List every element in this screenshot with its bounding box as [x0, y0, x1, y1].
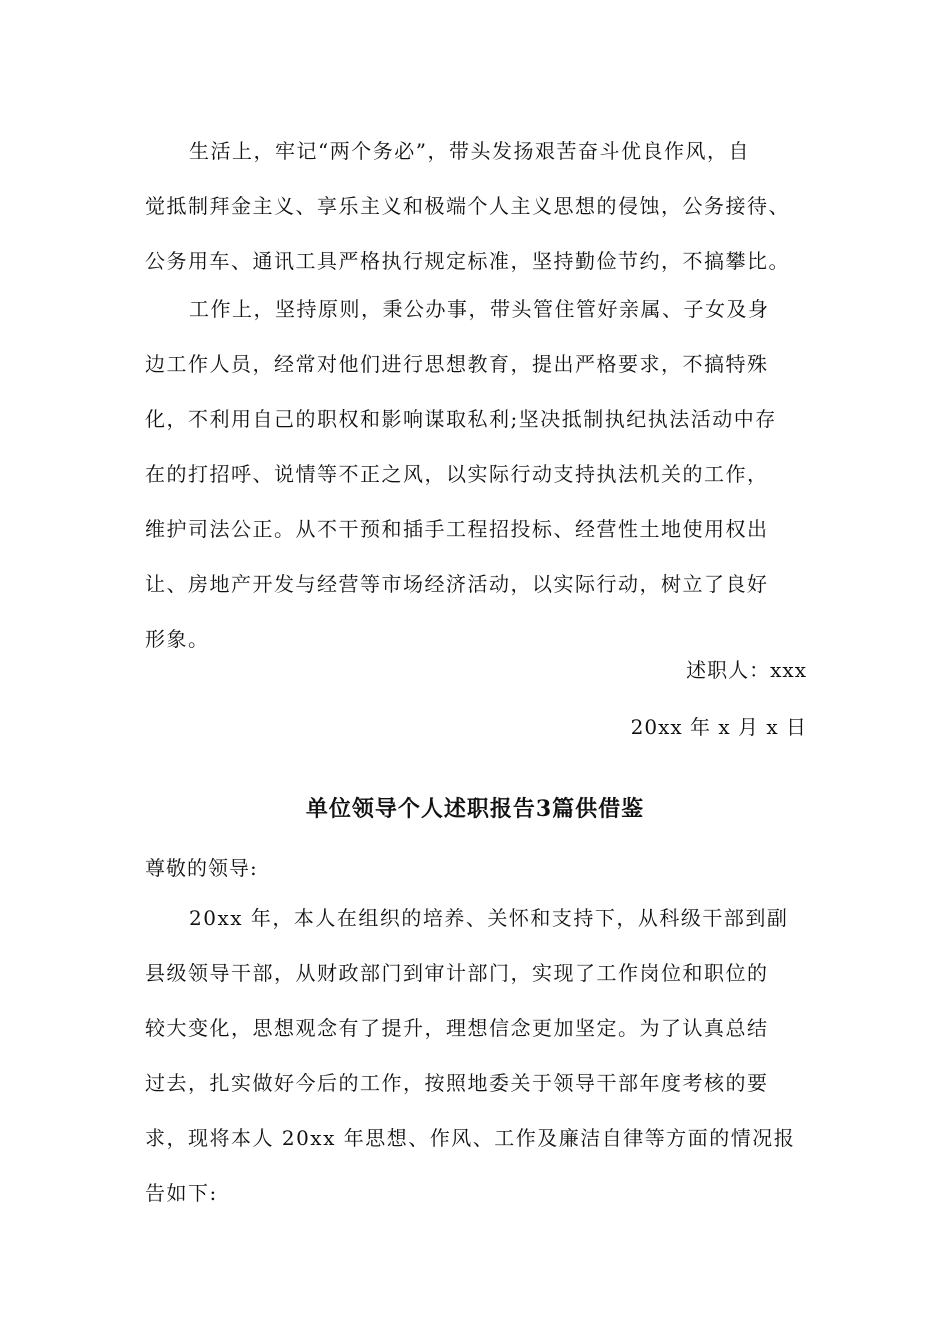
paragraph-line: 维护司法公正。从不干预和插手工程招投标、经营性土地使用权出 — [145, 517, 769, 541]
salutation: 尊敬的领导: — [145, 856, 258, 880]
paragraph-line: 县级领导干部，从财政部门到审计部门，实现了工作岗位和职位的 — [145, 961, 769, 985]
paragraph-line: 生活上，牢记“两个务必”，带头发扬艰苦奋斗优良作风，自 — [189, 139, 750, 163]
paragraph-line: 求，现将本人 20xx 年思想、作风、工作及廉洁自律等方面的情况报 — [145, 1126, 796, 1150]
section-title: 单位领导个人述职报告3篇供借鉴 — [305, 796, 645, 822]
paragraph-life — [145, 124, 810, 289]
paragraph-line: 形象。 — [145, 627, 210, 651]
paragraph-line: 边工作人员，经常对他们进行思想教育，提出严格要求，不搞特殊 — [145, 352, 769, 376]
signature-name: 述职人：xxx — [686, 658, 807, 682]
paragraph-line: 过去，扎实做好今后的工作，按照地委关于领导干部年度考核的要 — [145, 1071, 769, 1095]
paragraph-line: 化，不利用自己的职权和影响谋取私利;坚决抵制执纪执法活动中存 — [145, 407, 777, 431]
paragraph-line: 工作上，坚持原则，秉公办事，带头管住管好亲属、子女及身 — [189, 297, 770, 321]
paragraph-line: 觉抵制拜金主义、享乐主义和极端个人主义思想的侵蚀，公务接待、 — [145, 194, 790, 218]
signature-date: 20xx 年 x 月 x 日 — [630, 715, 807, 739]
paragraph-line: 公务用车、通讯工具严格执行规定标准，坚持勤俭节约，不搞攀比。 — [145, 249, 790, 273]
paragraph-line: 较大变化，思想观念有了提升，理想信念更加坚定。为了认真总结 — [145, 1016, 769, 1040]
paragraph-line: 让、房地产开发与经营等市场经济活动，以实际行动，树立了良好 — [145, 572, 769, 596]
paragraph-line: 20xx 年，本人在组织的培养、关怀和支持下，从科级干部到副 — [189, 906, 789, 930]
paragraph-line: 告如下: — [145, 1181, 218, 1205]
paragraph-intro — [145, 891, 810, 1221]
paragraph-work — [145, 282, 810, 667]
paragraph-line: 在的打招呼、说情等不正之风，以实际行动支持执法机关的工作， — [145, 462, 769, 486]
